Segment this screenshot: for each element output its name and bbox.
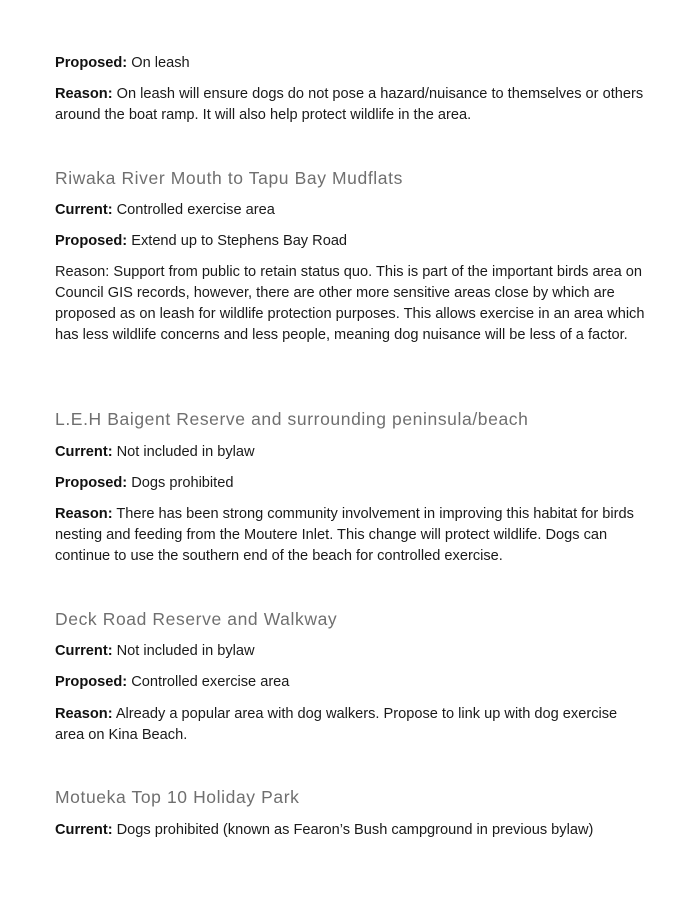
current-value: Controlled exercise area	[116, 202, 275, 218]
section-heading: Motueka Top 10 Holiday Park	[55, 787, 300, 807]
section-current	[55, 442, 645, 463]
reason-value: Already a popular area with dog walkers. Propose to link up with dog exercise area on Kina Beach.	[55, 706, 618, 743]
current-label: Current:	[55, 202, 113, 218]
current-value: Not included in bylaw	[116, 444, 255, 460]
current-label: Current:	[55, 444, 113, 460]
proposed-value: Dogs prohibited	[131, 475, 234, 491]
section-proposed	[55, 672, 645, 693]
section-heading: Deck Road Reserve and Walkway	[55, 609, 338, 629]
current-label: Current:	[55, 643, 113, 659]
proposed-value: Extend up to Stephens Bay Road	[131, 233, 348, 249]
section-heading: Riwaka River Mouth to Tapu Bay Mudflats	[55, 168, 403, 188]
current-label: Current:	[55, 822, 113, 838]
proposed-value: Controlled exercise area	[131, 674, 290, 690]
section-proposed	[55, 231, 645, 252]
proposed-label: Proposed:	[55, 233, 128, 249]
section-proposed	[55, 473, 645, 494]
section-reason	[55, 504, 645, 567]
reason-label: Reason:	[55, 86, 113, 102]
reason-label: Reason:	[55, 506, 113, 522]
section-heading: L.E.H Baigent Reserve and surrounding peninsula/beach	[55, 409, 529, 429]
section-current	[55, 200, 645, 221]
section-reason: Reason: Support from public to retain status quo. This is part of the important birds area on Council GIS records, however, there are other more sensitive areas close by which are proposed as on leash for wildlife protection purposes. This allows exercise in an area which has less wildlife concerns and less people, meaning dog nuisance will be less of a factor.	[55, 264, 645, 343]
proposed-label: Proposed:	[55, 475, 128, 491]
proposed-label: Proposed:	[55, 55, 128, 71]
proposed-label: Proposed:	[55, 674, 128, 690]
top-proposed	[55, 53, 645, 74]
top-reason	[55, 84, 645, 126]
section-current	[55, 820, 645, 841]
section-current	[55, 641, 645, 662]
reason-label: Reason:	[55, 706, 113, 722]
proposed-value: On leash	[131, 55, 190, 71]
reason-value: On leash will ensure dogs do not pose a hazard/nuisance to themselves or others around the boat ramp. It will also help protect wildlife in the area.	[55, 86, 644, 123]
current-value: Dogs prohibited (known as Fearon’s Bush campground in previous bylaw)	[116, 822, 594, 838]
reason-value: There has been strong community involvement in improving this habitat for birds nesting and feeding from the Moutere Inlet. This change will protect wildlife. Dogs can continue to use the southern end of the beach for controlled exercise.	[55, 506, 634, 564]
section-reason	[55, 704, 645, 746]
current-value: Not included in bylaw	[116, 643, 255, 659]
